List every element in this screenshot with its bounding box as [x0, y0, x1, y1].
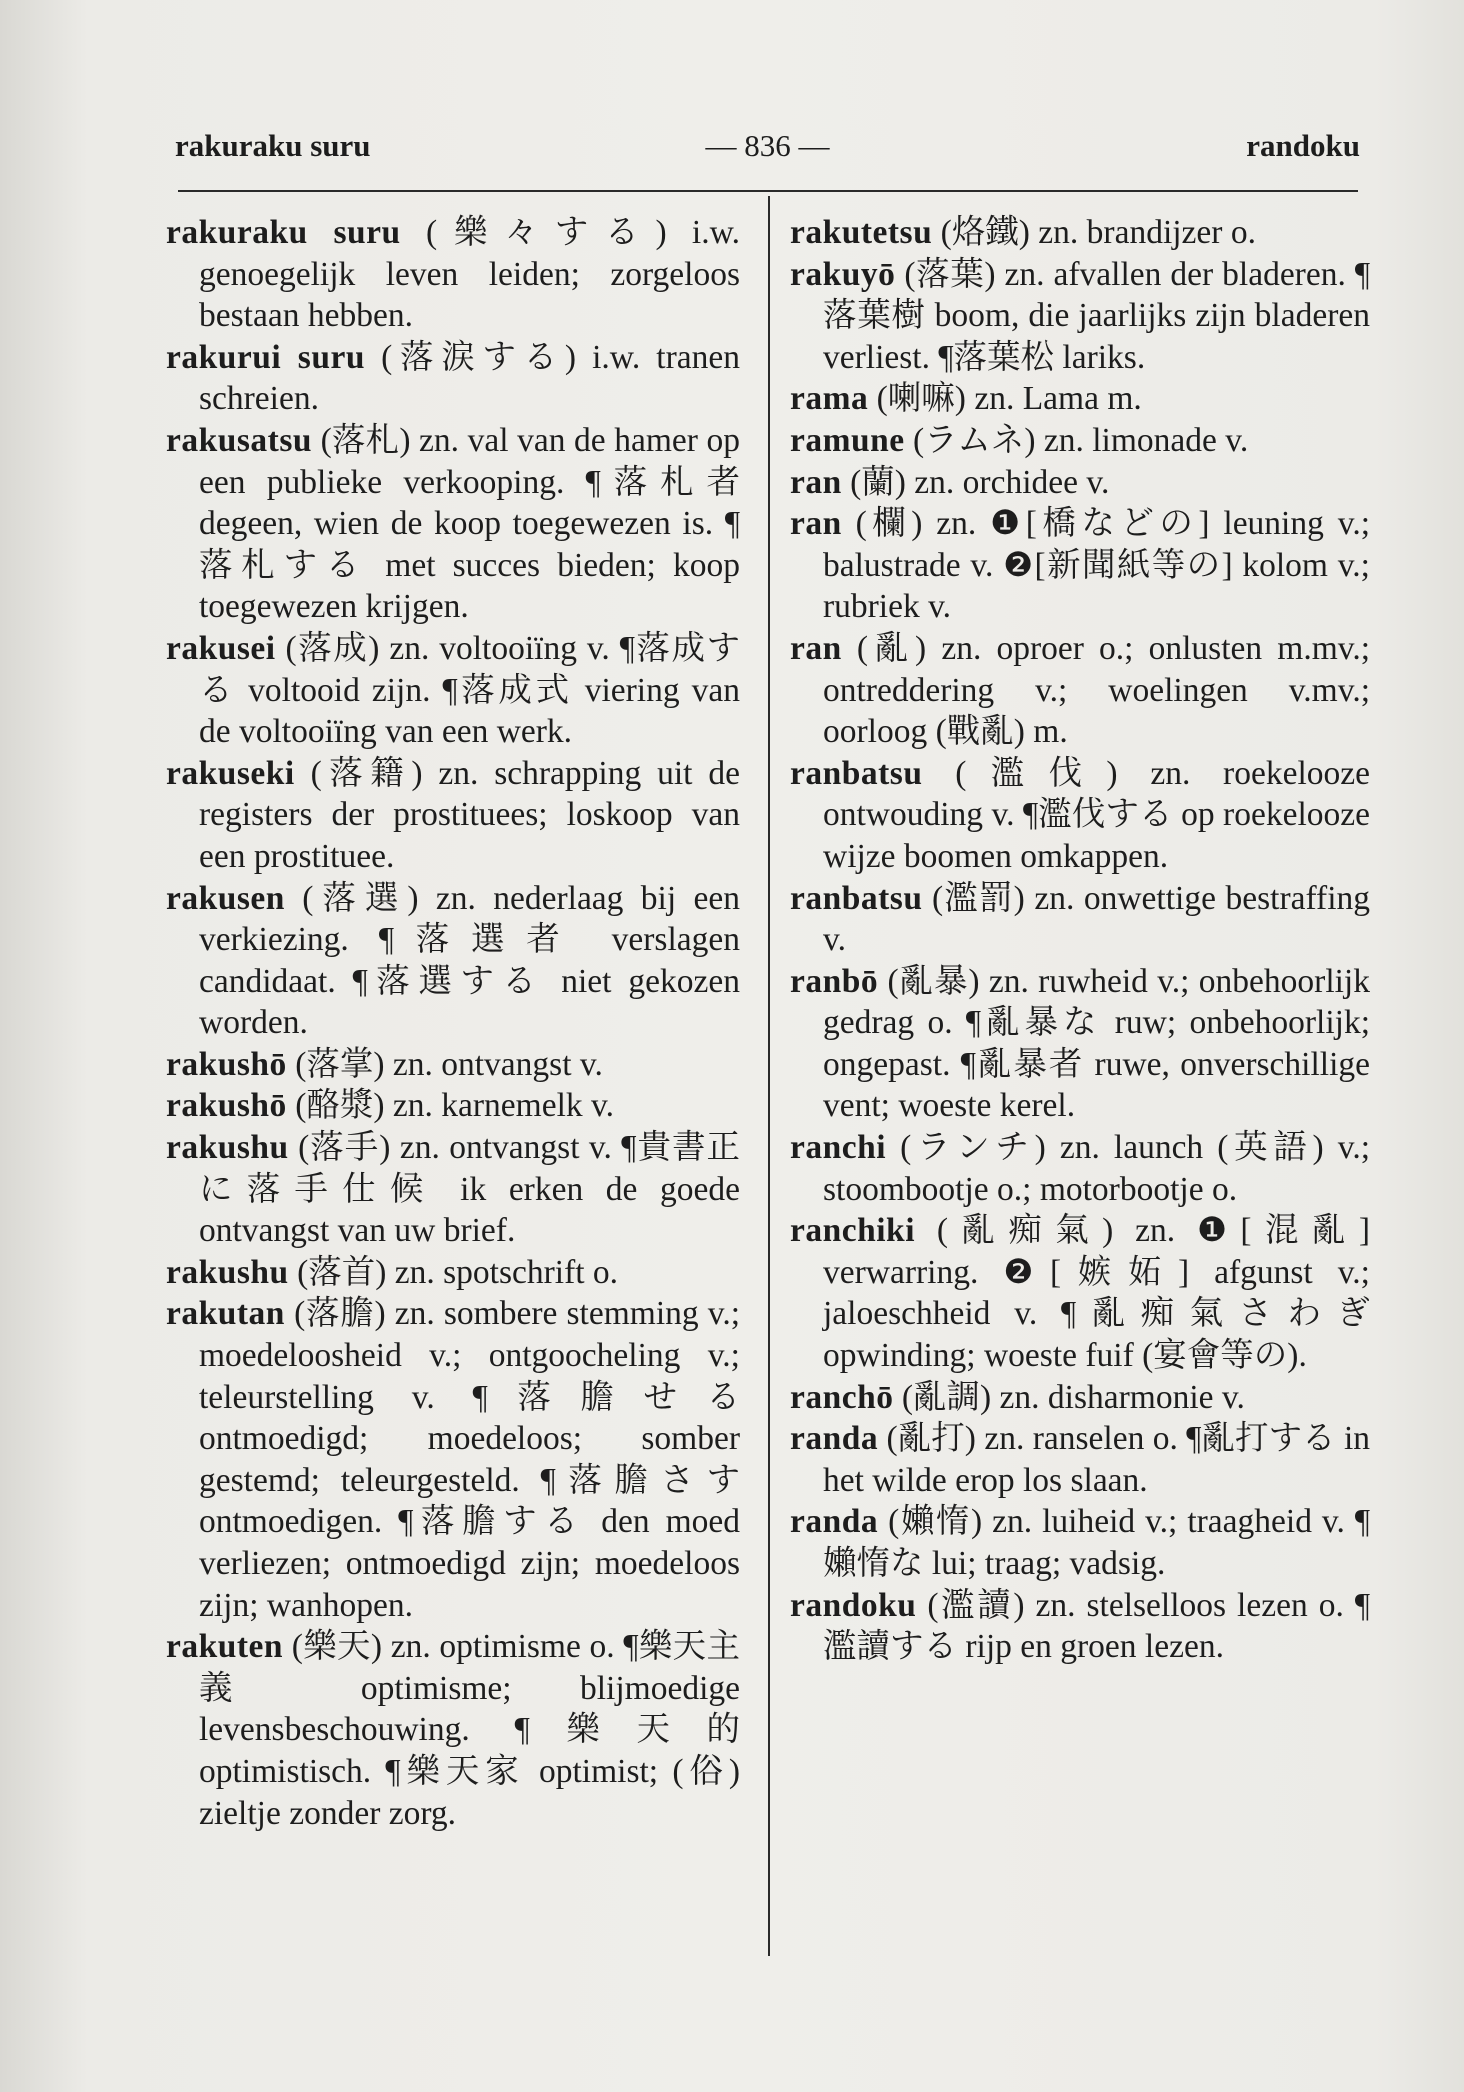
headword: ranchi — [790, 1129, 887, 1167]
right-column — [790, 212, 1370, 1668]
dictionary-entry — [790, 628, 1370, 753]
dictionary-entry — [790, 1501, 1370, 1584]
entry-body: (嬾惰) zn. luiheid v.; traagheid v. ¶嬾惰な lui; traag; vadsig. — [823, 1503, 1370, 1582]
entry-body: (亂調) zn. disharmonie v. — [901, 1378, 1245, 1416]
header-rule — [178, 190, 1358, 192]
headword: rakutan — [166, 1295, 285, 1333]
dictionary-entry — [790, 503, 1370, 628]
entry-body: (落籍) zn. schrapping uit de registers der prostituees; loskoop van een prostituee. — [199, 754, 740, 875]
guide-word-last: randoku — [1246, 128, 1360, 163]
entry-body: (濫伐) zn. roekelooze ontwouding v. ¶濫伐する op roekelooze wijze boomen omkappen. — [823, 754, 1370, 875]
headword: rakusei — [166, 629, 276, 667]
guide-word-first: rakuraku suru — [175, 128, 371, 163]
headword: rakuraku suru — [166, 214, 401, 251]
headword: rakutetsu — [790, 214, 933, 251]
entry-body: (欄) zn. ❶[橋などの] leuning v.; balustrade v. ❷[新聞紙等の] kolom v.; rubriek v. — [823, 505, 1370, 626]
left-column — [166, 212, 740, 1834]
entry-body: (喇嘛) zn. Lama m. — [876, 380, 1142, 418]
entry-body: (蘭) zn. orchidee v. — [850, 463, 1110, 501]
headword: ranbatsu — [790, 754, 923, 792]
entry-body: (濫罰) zn. onwettige bestraffing v. — [823, 879, 1371, 959]
entry-body: (亂打) zn. ranselen o. ¶亂打する in het wilde erop los slaan. — [823, 1420, 1371, 1499]
entry-body: (亂痴氣) zn. ❶[混亂] verwarring. ❷[嫉妬] afgunst v.; jaloeschheid v. ¶亂痴氣さわぎ opwinding; woeste fuif (宴會等の). — [823, 1212, 1371, 1375]
dictionary-entry — [166, 1293, 740, 1626]
dictionary-entry — [790, 1210, 1370, 1376]
entry-body: (落選) zn. nederlaag bij een verkiezing. ¶落選者 verslagen candidaat. ¶落選する niet gekozen worden. — [199, 879, 740, 1042]
headword: rakushu — [166, 1253, 289, 1291]
headword: rakushō — [166, 1045, 287, 1083]
dictionary-entry — [790, 1418, 1370, 1501]
headword: ranbatsu — [790, 879, 923, 917]
dictionary-entry — [790, 254, 1370, 379]
dictionary-entry — [166, 753, 740, 878]
headword: rakusatsu — [166, 421, 312, 459]
headword: ranchiki — [790, 1212, 915, 1250]
entry-body: (ランチ) zn. launch (英語) v.; stoombootje o.; motorbootje o. — [823, 1129, 1371, 1208]
headword: rakusen — [166, 879, 285, 917]
dictionary-entry — [166, 212, 740, 337]
entry-body: (酪漿) zn. karnemelk v. — [295, 1087, 614, 1125]
headword: ramune — [790, 421, 905, 459]
entry-body: (落膽) zn. sombere stemming v.; moedeloosheid v.; ontgoocheling v.; teleurstelling v. ¶落膽せる ontmoedigd; moedeloos; somber gestemd; teleurgesteld. ¶落膽さす ontmoedigen. ¶落膽する den moed verliezen; ontmoedigd zijn; moedeloos zijn; wanhopen. — [199, 1295, 741, 1624]
headword: rakushu — [166, 1129, 289, 1167]
dictionary-entry — [166, 1127, 740, 1252]
entry-body: (落首) zn. spotschrift o. — [297, 1253, 619, 1291]
dictionary-entry — [790, 212, 1370, 254]
dictionary-entry — [166, 1085, 740, 1127]
entry-body: (烙鐵) zn. brandijzer o. — [940, 214, 1256, 251]
headword: randa — [790, 1503, 879, 1541]
headword: rakuyō — [790, 255, 896, 293]
dictionary-entry — [166, 337, 740, 420]
dictionary-entry — [166, 1626, 740, 1834]
entry-body: (樂々する) i.w. genoegelijk leven leiden; zorgeloos bestaan hebben. — [199, 214, 740, 335]
dictionary-entry — [790, 878, 1370, 961]
dictionary-entry — [790, 378, 1370, 420]
entry-body: (落葉) zn. afvallen der bladeren. ¶落葉樹 boom, die jaarlijks zijn bladeren verliest. ¶落葉松 lariks. — [823, 255, 1371, 376]
headword: ran — [790, 629, 842, 667]
entry-body: (亂暴) zn. ruwheid v.; onbehoorlijk gedrag o. ¶亂暴な ruw; onbehoorlijk; ongepast. ¶亂暴者 ruwe, onverschillige vent; woeste kerel. — [823, 962, 1370, 1125]
dictionary-entry — [790, 961, 1370, 1127]
entry-body: (落掌) zn. ontvangst v. — [295, 1045, 603, 1083]
dictionary-entry — [790, 753, 1370, 878]
headword: ranchō — [790, 1378, 894, 1416]
running-head — [175, 128, 1360, 172]
headword: ranbō — [790, 962, 879, 1000]
headword: rama — [790, 380, 869, 418]
headword: rakushō — [166, 1087, 287, 1125]
dictionary-entry — [790, 1585, 1370, 1668]
dictionary-entry — [166, 878, 740, 1044]
entry-body: (濫讀) zn. stelselloos lezen o. ¶濫讀する rijp en groen lezen. — [823, 1586, 1370, 1666]
headword: rakuten — [166, 1628, 284, 1666]
dictionary-entry — [790, 420, 1370, 462]
entry-body: (落札) zn. val van de hamer op een publieke verkooping. ¶落札者 degeen, wien de koop toegewezen is. ¶落札する met succes bieden; koop toegewezen krijgen. — [199, 421, 741, 626]
dictionary-entry — [790, 1377, 1370, 1419]
headword: ran — [790, 463, 842, 501]
entry-body: (ラムネ) zn. limonade v. — [913, 421, 1249, 459]
entry-body: (落手) zn. ontvangst v. ¶貴書正に落手仕候 ik erken de goede ontvangst van uw brief. — [199, 1129, 740, 1250]
headword: randa — [790, 1420, 879, 1458]
dictionary-entry — [790, 462, 1370, 504]
page-number: — 836 — — [705, 128, 830, 163]
entry-body: (落涙する) i.w. tranen schreien. — [199, 338, 741, 418]
dictionary-entry — [166, 628, 740, 753]
entry-body: (落成) zn. voltooiïng v. ¶落成する voltooid zijn. ¶落成式 viering van de voltooiïng van een werk. — [199, 629, 740, 751]
entry-body: (亂) zn. oproer o.; onlusten m.mv.; ontreddering v.; woelingen v.mv.; oorloog (戰亂) m. — [823, 629, 1371, 751]
dictionary-entry — [166, 1252, 740, 1294]
entry-body: (樂天) zn. optimisme o. ¶樂天主義 optimisme; blijmoedige levensbeschouwing. ¶樂天的 optimistisch. ¶樂天家 optimist; (俗) zieltje zonder zorg. — [199, 1628, 740, 1832]
headword: rakuseki — [166, 754, 295, 792]
dictionary-entry — [790, 1127, 1370, 1210]
headword: randoku — [790, 1586, 917, 1624]
headword: ran — [790, 505, 842, 543]
dictionary-entry — [166, 1044, 740, 1086]
headword: rakurui suru — [166, 338, 365, 376]
dictionary-entry — [166, 420, 740, 628]
column-divider — [768, 196, 770, 1956]
